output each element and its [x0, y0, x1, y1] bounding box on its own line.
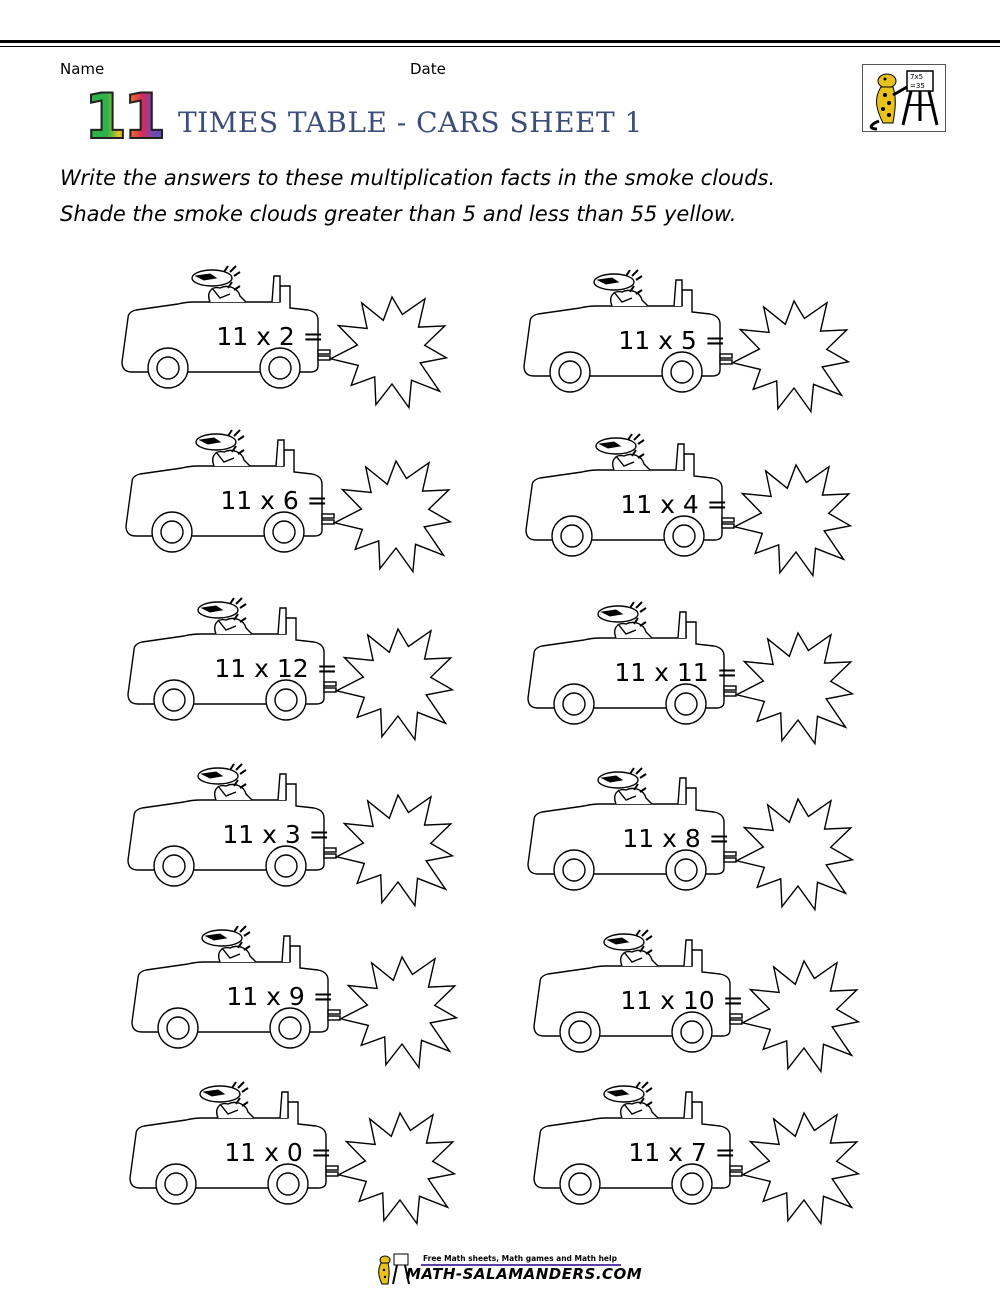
- car-12: [532, 1074, 872, 1234]
- smoke-cloud-answer: [337, 629, 453, 740]
- top-rule: [0, 40, 1000, 43]
- times-table-number: 11: [84, 80, 163, 153]
- car-8: [526, 760, 866, 920]
- car-seat: [678, 612, 686, 638]
- salamander-teacher-icon: [863, 65, 945, 131]
- smoke-cloud-answer: [737, 799, 853, 910]
- multiplication-fact: 11 x 6 =: [220, 486, 328, 515]
- car-7: [126, 756, 466, 916]
- wheel-hub: [161, 521, 183, 543]
- exhaust-pipe: [328, 1016, 340, 1020]
- car-2: [522, 262, 862, 422]
- wheel-hub: [275, 689, 297, 711]
- car-seat: [684, 1092, 692, 1118]
- multiplication-fact: 11 x 8 =: [622, 824, 730, 853]
- car-11: [128, 1074, 468, 1234]
- wheel-hub: [165, 1173, 187, 1195]
- multiplication-fact: 11 x 11 =: [614, 658, 738, 687]
- smoke-cloud-answer: [737, 633, 853, 744]
- wheel-hub: [273, 521, 295, 543]
- wheel-hub: [563, 859, 585, 881]
- smoke-cloud-answer: [735, 465, 851, 576]
- car-seat: [272, 276, 280, 302]
- car-seat: [684, 940, 692, 966]
- footer-site-name: MATH-SALAMANDERS.COM: [406, 1265, 643, 1283]
- sheet-title: TIMES TABLE - CARS SHEET 1: [178, 106, 643, 139]
- wheel-hub: [277, 1173, 299, 1195]
- wheel-hub: [163, 855, 185, 877]
- car-seat: [678, 778, 686, 804]
- footer-logo: [376, 1252, 643, 1286]
- logo-board-line2: =35: [910, 82, 925, 90]
- multiplication-fact: 11 x 0 =: [224, 1138, 332, 1167]
- exhaust-pipe: [730, 1020, 742, 1024]
- wheel-hub: [167, 1017, 189, 1039]
- car-5: [126, 590, 466, 750]
- car-1: [120, 258, 460, 418]
- wheel-hub: [675, 693, 697, 715]
- footer-tagline: Free Math sheets, Math games and Math help: [423, 1254, 617, 1263]
- exhaust-pipe: [722, 524, 734, 528]
- multiplication-fact: 11 x 3 =: [222, 820, 330, 849]
- wheel-hub: [675, 859, 697, 881]
- smoke-cloud-answer: [331, 297, 447, 408]
- exhaust-pipe: [724, 692, 736, 696]
- multiplication-fact: 11 x 9 =: [226, 982, 334, 1011]
- wheel-hub: [561, 525, 583, 547]
- wheel-hub: [157, 357, 179, 379]
- car-4: [524, 426, 864, 586]
- exhaust-pipe: [724, 858, 736, 862]
- exhaust-pipe: [326, 1172, 338, 1176]
- multiplication-fact: 11 x 5 =: [618, 326, 726, 355]
- car-3: [124, 422, 464, 582]
- wheel-hub: [671, 361, 693, 383]
- smoke-cloud-answer: [733, 301, 849, 412]
- wheel-hub: [673, 525, 695, 547]
- smoke-cloud-answer: [337, 795, 453, 906]
- car-seat: [278, 608, 286, 634]
- smoke-cloud-answer: [743, 961, 859, 1072]
- exhaust-pipe: [322, 520, 334, 524]
- exhaust-pipe: [720, 360, 732, 364]
- car-seat: [278, 774, 286, 800]
- wheel-hub: [563, 693, 585, 715]
- smoke-cloud-answer: [335, 461, 451, 572]
- smoke-cloud-answer: [341, 957, 457, 1068]
- exhaust-pipe: [324, 688, 336, 692]
- salamander-logo: [862, 64, 946, 132]
- wheel-hub: [569, 1173, 591, 1195]
- wheel-hub: [569, 1021, 591, 1043]
- multiplication-fact: 11 x 7 =: [628, 1138, 736, 1167]
- car-seat: [282, 936, 290, 962]
- multiplication-fact: 11 x 4 =: [620, 490, 728, 519]
- wheel-hub: [163, 689, 185, 711]
- smoke-cloud-answer: [339, 1113, 455, 1224]
- car-seat: [674, 280, 682, 306]
- date-label: Date: [410, 60, 446, 78]
- multiplication-fact: 11 x 12 =: [214, 654, 338, 683]
- car-10: [532, 922, 872, 1082]
- car-seat: [276, 440, 284, 466]
- name-label: Name: [60, 60, 105, 78]
- exhaust-pipe: [324, 854, 336, 858]
- logo-board-line1: 7x5: [910, 73, 924, 81]
- multiplication-fact: 11 x 2 =: [216, 322, 324, 351]
- wheel-hub: [275, 855, 297, 877]
- car-6: [526, 594, 866, 754]
- car-seat: [280, 1092, 288, 1118]
- wheel-hub: [681, 1021, 703, 1043]
- top-rule-thin: [0, 46, 1000, 47]
- smoke-cloud-answer: [743, 1113, 859, 1224]
- wheel-hub: [269, 357, 291, 379]
- wheel-hub: [279, 1017, 301, 1039]
- car-9: [130, 918, 470, 1078]
- wheel-hub: [559, 361, 581, 383]
- instruction-line-2: Shade the smoke clouds greater than 5 and less than 55 yellow.: [60, 202, 737, 226]
- exhaust-pipe: [730, 1172, 742, 1176]
- instruction-line-1: Write the answers to these multiplication facts in the smoke clouds.: [60, 166, 776, 190]
- car-seat: [676, 444, 684, 470]
- exhaust-pipe: [318, 356, 330, 360]
- multiplication-fact: 11 x 10 =: [620, 986, 744, 1015]
- wheel-hub: [681, 1173, 703, 1195]
